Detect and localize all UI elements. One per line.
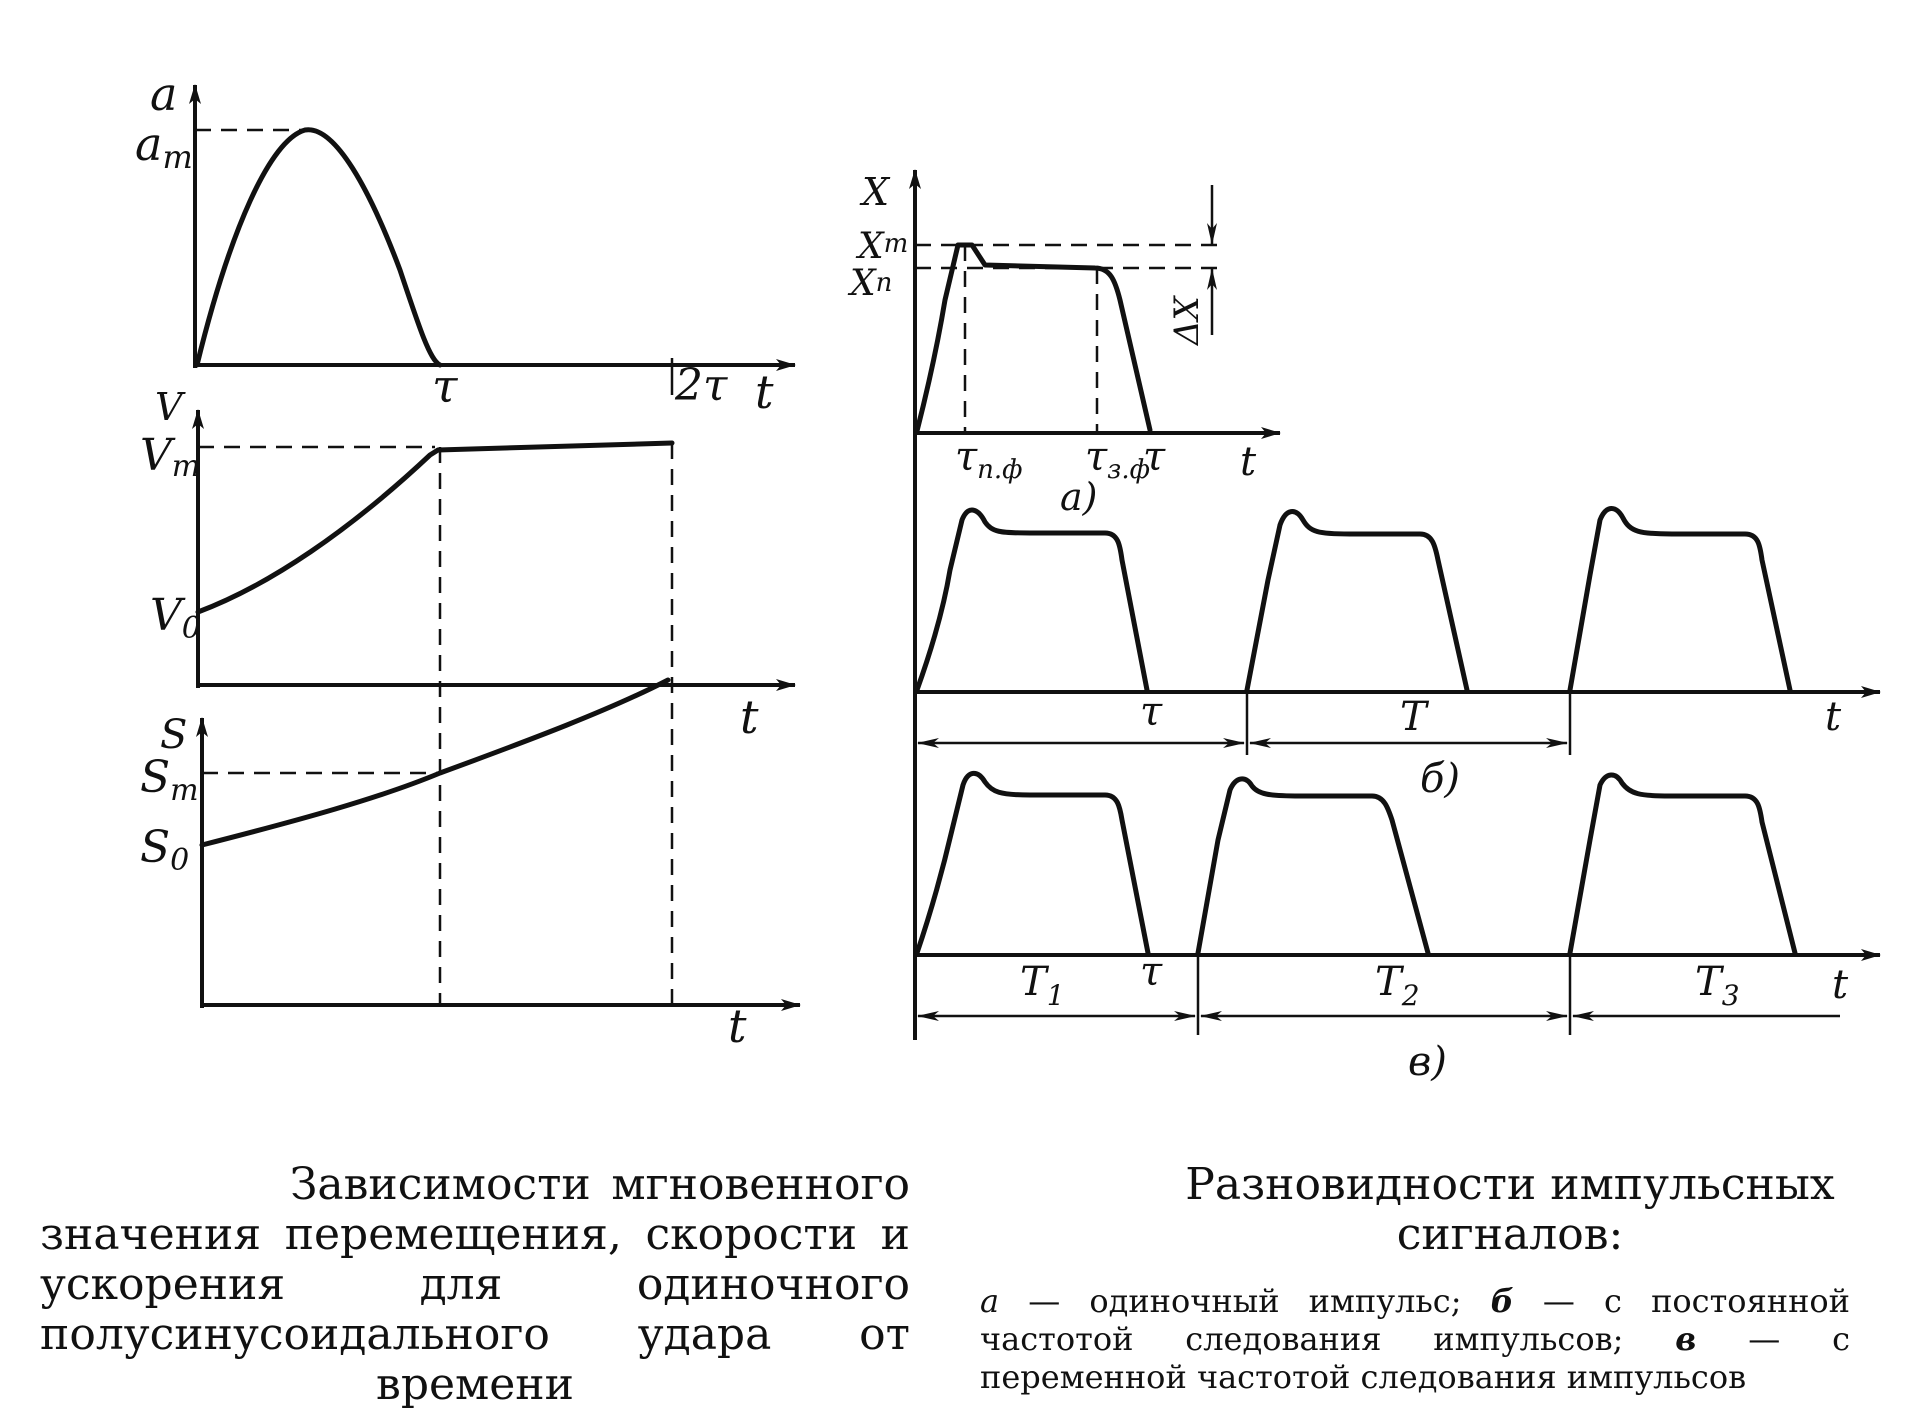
tau-back-label: $\tau_{з.ф}$ <box>1085 434 1150 485</box>
displacement-curve <box>202 680 668 845</box>
acceleration-panel <box>135 67 795 419</box>
accel-half-sine-curve <box>197 130 440 365</box>
caption-letter-b: б <box>1490 1282 1514 1320</box>
time-label-v: t <box>1832 962 1849 1008</box>
pulse-v2 <box>1198 779 1428 953</box>
disp-max-label: Sm <box>140 752 199 808</box>
x-axis-label: X <box>862 170 890 214</box>
pulse-b2 <box>1247 512 1467 690</box>
tau-label-accel: τ <box>432 359 458 413</box>
panel-v-label: в) <box>1408 1039 1447 1085</box>
pulse-b1 <box>917 510 1147 690</box>
velocity-panel <box>140 385 795 744</box>
left-caption: Зависимости мгновенного значения перемещения, скорости и ускорения для одиночного полусинусоидального удара от времени <box>40 1159 910 1410</box>
disp-axis-label: S <box>160 712 188 758</box>
period-label: T <box>1400 694 1427 740</box>
tau-front-label: $\tau_{п.ф}$ <box>955 434 1023 485</box>
caption-letter-a: а <box>980 1282 1000 1320</box>
velocity-init-label: V0 <box>150 590 201 646</box>
single-pulse-curve <box>917 245 1150 431</box>
pulse-v1 <box>917 773 1148 953</box>
t2-label: $T_2$ <box>1375 959 1420 1012</box>
panel-a-label: а) <box>1060 475 1098 519</box>
right-caption-body <box>980 1282 1850 1396</box>
tau-label-a: τ <box>1143 434 1166 480</box>
panel-b-label: б) <box>1420 756 1461 802</box>
right-caption-title: Разновидности импульсных сигналов: <box>1185 1159 1835 1260</box>
caption-text-a: — одиночный импульс; <box>999 1282 1491 1320</box>
x-max-label: Xm <box>858 226 909 267</box>
time-label-velocity: t <box>740 690 759 744</box>
accel-axis-label: a <box>150 67 178 121</box>
velocity-max-label: Vm <box>140 430 201 484</box>
pulse-b3 <box>1570 508 1790 690</box>
caption-letter-v: в <box>1675 1320 1697 1358</box>
time-label-b: t <box>1825 694 1842 740</box>
time-label-a: t <box>1240 439 1257 485</box>
time-label-accel: t <box>755 365 774 419</box>
panel-v <box>915 773 1880 1085</box>
time-label-disp: t <box>728 999 747 1053</box>
x-n-label: Xп <box>850 263 893 304</box>
two-tau-label: 2τ <box>675 360 728 411</box>
caption-text-v: — с переменной частотой следования импульсов <box>980 1320 1851 1396</box>
t3-label: $T_3$ <box>1695 959 1740 1012</box>
velocity-curve <box>198 443 672 612</box>
left-figure <box>135 67 800 1053</box>
pulse-v3 <box>1570 775 1795 953</box>
t1-label: $T_1$ <box>1020 959 1065 1012</box>
tau-label-b: τ <box>1140 689 1163 735</box>
displacement-panel <box>140 680 800 1053</box>
panel-b <box>915 508 1880 802</box>
disp-init-label: S0 <box>140 822 190 878</box>
velocity-axis-label: V <box>155 385 183 429</box>
panel-a <box>847 170 1280 519</box>
right-figure <box>847 170 1880 1085</box>
delta-x-label: ΔX <box>1167 296 1207 345</box>
tau-label-v: τ <box>1140 949 1163 995</box>
caption-text-b: — с постоянной частотой следования импульсов; <box>980 1282 1851 1358</box>
accel-max-label: am <box>135 117 193 176</box>
